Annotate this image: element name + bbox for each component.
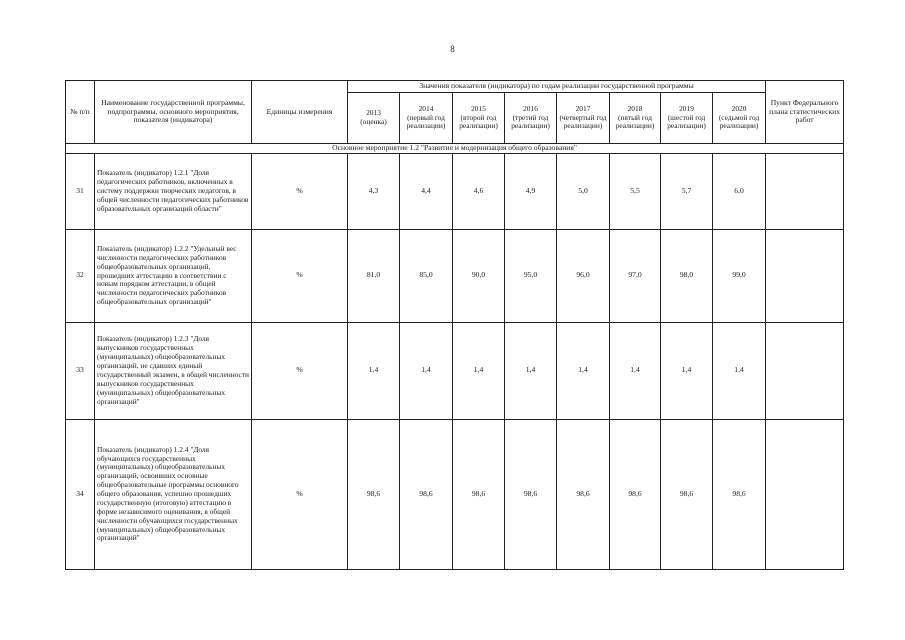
unit-cell: % [252, 322, 348, 419]
value-cell: 1,4 [610, 322, 661, 419]
header-year-2020 [713, 93, 766, 144]
fed-plan-cell [766, 322, 844, 419]
value-cell: 4,4 [400, 153, 453, 229]
value-cell: 98,6 [661, 419, 713, 569]
indicators-table [65, 80, 844, 570]
value-cell: 98,0 [661, 229, 713, 322]
value-cell: 99,0 [713, 229, 766, 322]
indicator-name: Показатель (индикатор) 1.2.4 "Доля обучающихся государственных (муниципальных) общеобразовательных организаций, освоивших основные общеобразовательные программы основного общего образования, успешно прошедших государственную (итоговую) аттестацию в форме независимого оценивания, в общей численности обучающихся государственных (муниципальных) общеобразовательных организаций" [95, 419, 252, 569]
header-year-2014 [400, 93, 453, 144]
value-cell: 97,0 [610, 229, 661, 322]
unit-cell: % [252, 419, 348, 569]
fed-plan-cell [766, 419, 844, 569]
value-cell: 4,6 [453, 153, 505, 229]
header-unit: Единицы измерения [252, 81, 348, 144]
value-cell: 81,0 [348, 229, 400, 322]
indicator-name: Показатель (индикатор) 1.2.1 "Доля педагогических работников, включенных в систему поддержки творческих педагогов, в общей численности педагогических работников образовательных организаций области" [95, 153, 252, 229]
value-cell: 85,0 [400, 229, 453, 322]
value-cell: 1,4 [505, 322, 557, 419]
header-year-note: (седьмой год реализации) [718, 112, 760, 131]
table-row [66, 322, 844, 419]
value-cell: 1,4 [713, 322, 766, 419]
indicator-name: Показатель (индикатор) 1.2.3 "Доля выпускников государственных (муниципальных) общеобразовательных организаций, не сдавших единый государственный экзамен, в общей численности выпускников государственных (муниципальных) общеобразовательных организаций" [95, 322, 252, 419]
value-cell: 6,0 [713, 153, 766, 229]
header-year-label: 2019 [679, 103, 694, 113]
fed-plan-cell [766, 229, 844, 322]
header-fed-plan: Пункт Федерального плана статистических работ [766, 81, 844, 144]
header-year-note: (оценка) [360, 117, 387, 126]
row-number: 31 [66, 153, 95, 229]
header-year-label: 2015 [471, 103, 486, 113]
header-values-group: Значения показателя (индикатора) по годам реализации государственной программы [348, 81, 766, 93]
value-cell: 4,3 [348, 153, 400, 229]
header-year-label: 2018 [627, 103, 643, 113]
value-cell: 1,4 [348, 322, 400, 419]
table-row [66, 229, 844, 322]
value-cell: 95,0 [505, 229, 557, 322]
row-number: 34 [66, 419, 95, 569]
row-number: 32 [66, 229, 95, 322]
header-year-label: 2017 [575, 103, 591, 113]
value-cell: 1,4 [557, 322, 610, 419]
table-row [66, 419, 844, 569]
section-title: Основное мероприятие 1.2 "Развитие и модернизация общего образования" [66, 144, 844, 154]
page-number: 8 [450, 44, 455, 54]
header-num: № п/п [66, 81, 95, 144]
header-year-note: (шестой год реализации) [667, 112, 706, 131]
header-year-2013 [348, 93, 400, 144]
header-year-2016 [505, 93, 557, 144]
header-year-note: (третий год реализации) [511, 112, 550, 131]
value-cell: 98,6 [505, 419, 557, 569]
header-year-2019 [661, 93, 713, 144]
value-cell: 5,5 [610, 153, 661, 229]
header-year-2017 [557, 93, 610, 144]
unit-cell: % [252, 229, 348, 322]
value-cell: 96,0 [557, 229, 610, 322]
fed-plan-cell [766, 153, 844, 229]
value-cell: 98,6 [400, 419, 453, 569]
header-year-label: 2016 [523, 103, 538, 113]
header-year-label: 2014 [418, 103, 434, 113]
value-cell: 4,9 [505, 153, 557, 229]
value-cell: 90,0 [453, 229, 505, 322]
value-cell: 1,4 [453, 322, 505, 419]
header-year-note: (второй год реализации) [459, 112, 498, 131]
header-year-note: (первый год реализации) [406, 112, 446, 131]
indicator-name: Показатель (индикатор) 1.2.2 "Удельный вес численности педагогических работников общеобразовательных организаций, прошедших аттестацию в соответствии с новым порядком аттестации, в общей численности педагогических работников общеобразовательных организаций" [95, 229, 252, 322]
value-cell: 98,6 [557, 419, 610, 569]
header-year-label: 2013 [366, 108, 381, 118]
header-year-2018 [610, 93, 661, 144]
header-year-2015 [453, 93, 505, 144]
value-cell: 98,6 [713, 419, 766, 569]
table-header [66, 81, 844, 144]
value-cell: 1,4 [661, 322, 713, 419]
value-cell: 98,6 [453, 419, 505, 569]
header-name: Наименование государственной программы, подпрограммы, основного мероприятия, показателя (индикатора) [95, 81, 252, 144]
value-cell: 5,7 [661, 153, 713, 229]
value-cell: 98,6 [610, 419, 661, 569]
value-cell: 5,0 [557, 153, 610, 229]
header-year-note: (четвертый год реализации) [559, 112, 607, 131]
value-cell: 1,4 [400, 322, 453, 419]
row-number: 33 [66, 322, 95, 419]
header-year-note: (пятый год реализации) [615, 112, 655, 131]
value-cell: 98,6 [348, 419, 400, 569]
table-row [66, 153, 844, 229]
unit-cell: % [252, 153, 348, 229]
table-body [66, 144, 844, 570]
header-year-label: 2020 [731, 103, 747, 113]
